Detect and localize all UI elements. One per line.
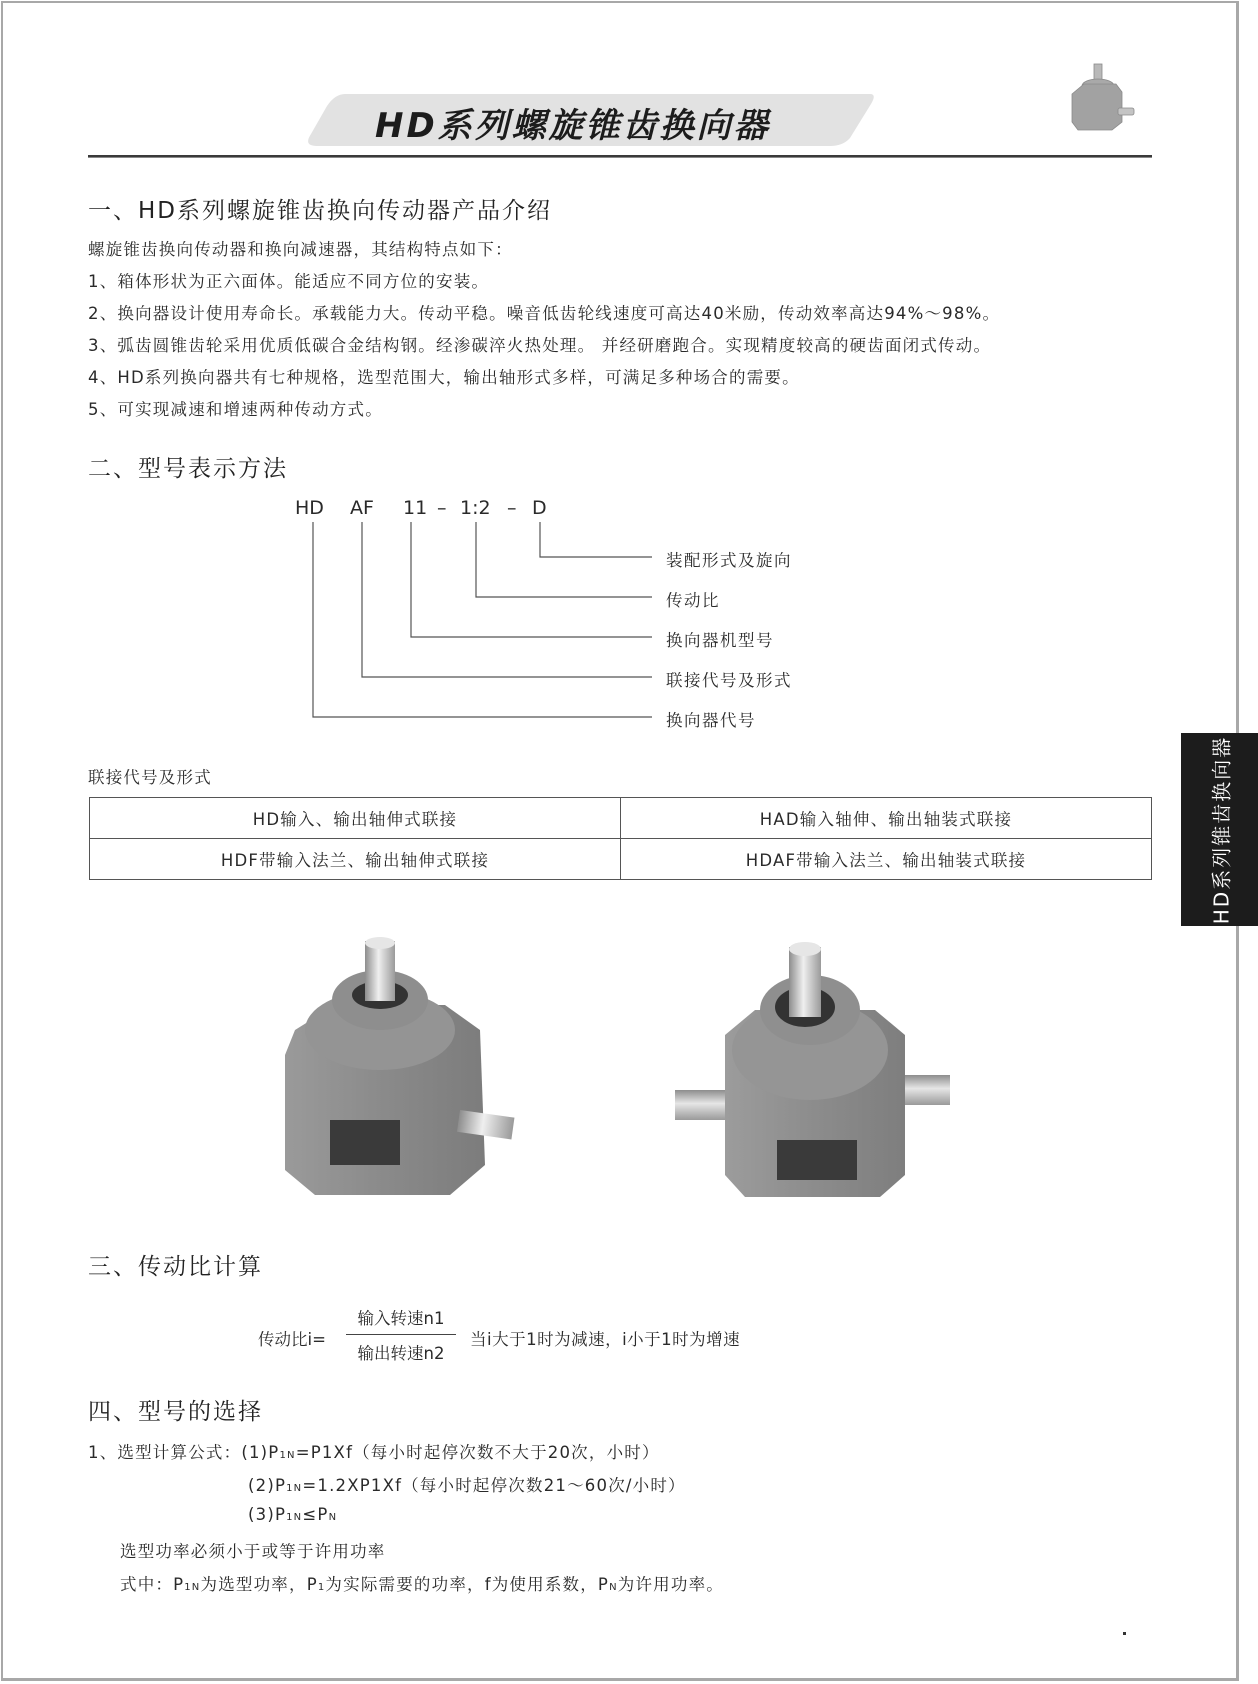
definition-subscript: N <box>609 1582 618 1593</box>
gearbox-photo-single-output <box>275 935 525 1200</box>
formula-text: (2)P <box>248 1476 287 1495</box>
connection-type-table <box>89 797 1152 880</box>
fraction-bar <box>346 1334 456 1335</box>
formula-subscript: 1N <box>286 1512 303 1523</box>
formula-numerator: 输入转速n1 <box>357 1309 445 1328</box>
table-row <box>90 839 1152 880</box>
section-heading-model-code: 二、型号表示方法 <box>88 456 288 482</box>
formula-explanation: 当i大于1时为减速，i小于1时为增速 <box>470 1330 741 1349</box>
code-separator: – <box>507 497 517 519</box>
table-cell: HDF带输入法兰、输出轴伸式联接 <box>90 839 621 880</box>
selection-note: 选型功率必须小于或等于许用功率 <box>120 1542 386 1561</box>
gearbox-thumbnail-icon <box>1058 56 1138 136</box>
code-part-series: HD <box>295 497 324 519</box>
formula-fraction <box>346 1305 456 1364</box>
formula-subscript: 1N <box>286 1483 303 1494</box>
formula-text: (1)P <box>241 1443 280 1462</box>
page-title: HD系列螺旋锥齿换向器 <box>375 106 771 146</box>
feature-item: 1、箱体形状为正六面体。能适应不同方位的安装。 <box>88 272 490 291</box>
formula-denominator: 输出转速n2 <box>357 1344 445 1363</box>
definition-subscript: 1 <box>317 1582 326 1593</box>
formula-subscript: 1N <box>279 1450 296 1461</box>
code-label-connection: 联接代号及形式 <box>666 671 792 690</box>
definition-text: 式中：P <box>120 1575 185 1594</box>
code-label-ratio: 传动比 <box>666 591 720 610</box>
table-cell: HAD输入轴伸、输出轴装式联接 <box>621 798 1152 839</box>
side-tab-label: HD系列锥齿换向器 <box>1209 735 1233 924</box>
feature-item: 5、可实现减速和增速两种传动方式。 <box>88 400 383 419</box>
code-separator: – <box>437 497 447 519</box>
table-cell: HDAF带输入法兰、输出轴装式联接 <box>621 839 1152 880</box>
intro-text: 螺旋锥齿换向传动器和换向减速器，其结构特点如下： <box>88 240 513 259</box>
scan-speck <box>1123 1632 1126 1635</box>
formula-line-2 <box>248 1472 686 1496</box>
section-heading-intro: 一、HD系列螺旋锥齿换向传动器产品介绍 <box>88 198 553 224</box>
code-part-size: 11 <box>403 497 428 519</box>
formula-text: =P1Xf（每小时起停次数不大于20次，小时） <box>295 1443 660 1462</box>
formula-lhs: 传动比i= <box>258 1330 326 1349</box>
feature-item: 2、换向器设计使用寿命长。承载能力大。传动平稳。噪音低齿轮线速度可高达40米励，传动效率高达94%～98%。 <box>88 304 1001 323</box>
table-cell: HD输入、输出轴伸式联接 <box>90 798 621 839</box>
code-label-series: 换向器代号 <box>666 711 756 730</box>
definition-text: 为许用功率。 <box>617 1575 724 1594</box>
formula-line-3 <box>248 1505 337 1524</box>
formula-text: =1.2XP1Xf（每小时起停次数21～60次/小时） <box>302 1476 686 1495</box>
section-heading-ratio: 三、传动比计算 <box>88 1254 263 1280</box>
code-part-ratio: 1:2 <box>460 497 491 519</box>
formula-line-1 <box>88 1439 660 1463</box>
header-divider <box>88 155 1152 158</box>
formula-text: (3)P <box>248 1505 287 1524</box>
definition-text: 为实际需要的功率，f为使用系数，P <box>325 1575 610 1594</box>
table-caption: 联接代号及形式 <box>88 768 212 787</box>
formula-subscript: N <box>328 1512 338 1523</box>
table-row <box>90 798 1152 839</box>
side-section-tab <box>1181 733 1258 926</box>
variable-definitions <box>120 1571 724 1595</box>
gearbox-photo-double-output <box>665 935 955 1200</box>
formula-prefix: 1、选型计算公式： <box>88 1443 242 1462</box>
section-heading-selection: 四、型号的选择 <box>88 1399 263 1425</box>
code-label-size: 换向器机型号 <box>666 631 774 650</box>
feature-item: 4、HD系列换向器共有七种规格，选型范围大，输出轴形式多样，可满足多种场合的需要。 <box>88 368 800 387</box>
definition-subscript: 1N <box>184 1582 201 1593</box>
header-banner <box>305 92 875 148</box>
definition-text: 为选型功率，P <box>200 1575 318 1594</box>
formula-text: ≤P <box>302 1505 329 1524</box>
code-part-connection: AF <box>350 497 374 519</box>
code-label-assembly: 装配形式及旋向 <box>666 551 792 570</box>
code-part-assembly: D <box>532 497 547 519</box>
feature-item: 3、弧齿圆锥齿轮采用优质低碳合金结构钢。经渗碳淬火热处理。 并经研磨跑合。实现精度较高的硬齿面闭式传动。 <box>88 336 992 355</box>
